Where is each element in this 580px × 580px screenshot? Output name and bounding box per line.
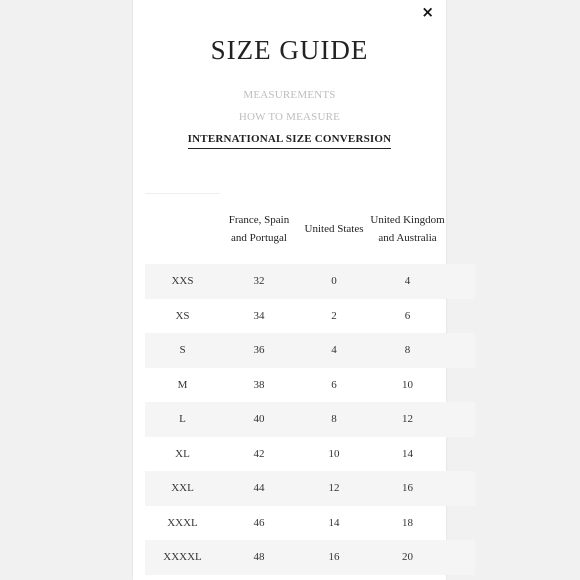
cell-size: XXXXL xyxy=(145,540,220,575)
header-united-states: United States xyxy=(304,223,364,235)
tab-measurements[interactable]: MEASUREMENTS xyxy=(243,89,336,101)
tab-how-to-measure[interactable]: HOW TO MEASURE xyxy=(238,111,341,123)
cell-size: XXS xyxy=(145,264,220,299)
cell-france-spain-portugal: 34 xyxy=(253,309,265,322)
cell-uk-australia: 12 xyxy=(370,402,445,437)
table-row xyxy=(145,540,475,575)
cell-united-states: 16 xyxy=(298,540,370,575)
cell-united-states: 0 xyxy=(298,264,370,299)
table-row xyxy=(145,333,475,368)
cell-size: XXL xyxy=(145,471,220,506)
table-header-row xyxy=(145,194,475,264)
table-row xyxy=(145,368,475,403)
cell-uk-australia: 20 xyxy=(370,540,445,575)
header-uk-australia xyxy=(370,194,475,264)
cell-united-states: 4 xyxy=(298,333,370,368)
cell-overflow xyxy=(445,437,475,472)
cell-united-states: 6 xyxy=(331,378,337,391)
cell-overflow xyxy=(445,264,475,299)
cell-size: S xyxy=(145,333,220,368)
header-france-spain-portugal: France, Spain and Portugal xyxy=(228,214,290,244)
cell-united-states: 8 xyxy=(298,402,370,437)
header-size xyxy=(145,194,220,264)
cell-france-spain-portugal: 36 xyxy=(220,333,298,368)
cell-overflow xyxy=(445,540,475,575)
cell-uk-australia: 8 xyxy=(370,333,445,368)
cell-size: XL xyxy=(175,447,190,460)
cell-uk-australia: 16 xyxy=(370,471,445,506)
cell-size: XXXL xyxy=(167,516,198,529)
cell-united-states: 10 xyxy=(328,447,340,460)
cell-united-states: 14 xyxy=(328,516,340,529)
cell-overflow xyxy=(445,368,475,403)
cell-uk-australia: 14 xyxy=(402,447,413,460)
cell-uk-australia: 10 xyxy=(402,378,413,391)
size-conversion-table xyxy=(145,194,475,575)
cell-uk-australia: 4 xyxy=(370,264,445,299)
cell-france-spain-portugal: 40 xyxy=(220,402,298,437)
table-row xyxy=(145,437,475,472)
table-row xyxy=(145,402,475,437)
cell-size: XS xyxy=(175,309,190,322)
table-row xyxy=(145,471,475,506)
cell-france-spain-portugal: 42 xyxy=(253,447,265,460)
tab-international-size-conversion-label: INTERNATIONAL SIZE CONVERSION xyxy=(188,133,392,149)
cell-overflow xyxy=(445,333,475,368)
cell-overflow xyxy=(445,506,475,541)
close-icon[interactable]: × xyxy=(421,3,434,21)
cell-france-spain-portugal: 32 xyxy=(220,264,298,299)
cell-united-states: 12 xyxy=(298,471,370,506)
cell-size: L xyxy=(145,402,220,437)
cell-size: M xyxy=(177,378,188,391)
cell-overflow xyxy=(445,299,475,334)
cell-overflow xyxy=(445,471,475,506)
cell-france-spain-portugal: 48 xyxy=(220,540,298,575)
cell-france-spain-portugal: 38 xyxy=(253,378,265,391)
modal-title: SIZE GUIDE xyxy=(210,35,369,65)
cell-uk-australia: 6 xyxy=(404,309,411,322)
tab-international-size-conversion[interactable] xyxy=(133,133,446,145)
table-row xyxy=(145,506,475,541)
cell-france-spain-portugal: 44 xyxy=(220,471,298,506)
size-conversion-table-container[interactable] xyxy=(145,194,445,580)
table-row xyxy=(145,264,475,299)
table-row xyxy=(145,299,475,334)
cell-uk-australia: 18 xyxy=(402,516,413,529)
cell-france-spain-portugal: 46 xyxy=(253,516,265,529)
header-uk-australia-label: United Kingdom and Australia xyxy=(370,214,445,244)
cell-overflow xyxy=(445,402,475,437)
size-guide-modal xyxy=(133,0,446,580)
cell-united-states: 2 xyxy=(331,309,337,322)
